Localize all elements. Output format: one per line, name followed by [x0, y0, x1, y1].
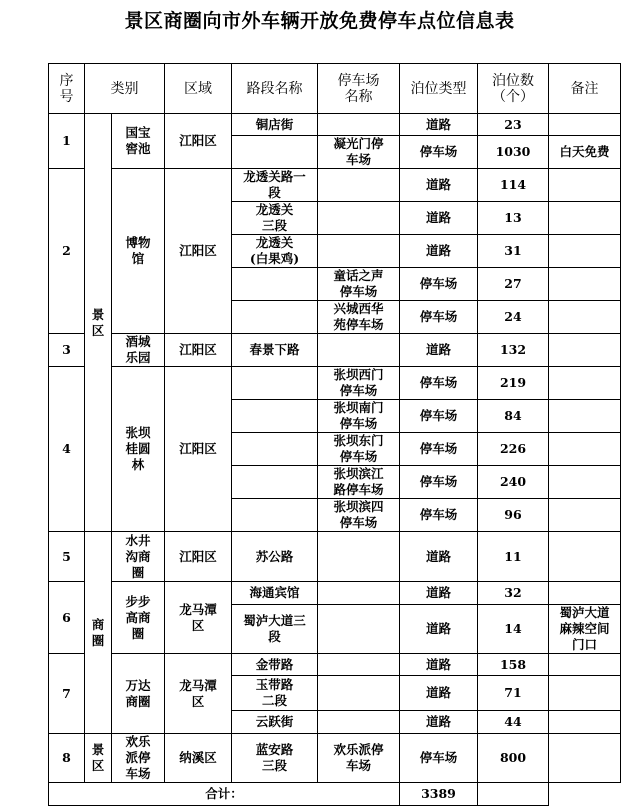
lot-cell: 兴城西华 苑停车场 [318, 301, 400, 334]
road-cell: 龙透关 三段 [232, 202, 318, 235]
count-cell: 114 [478, 169, 549, 202]
lot-cell: 凝光门停 车场 [318, 136, 400, 169]
lot-cell [318, 202, 400, 235]
road-cell: 金带路 [232, 654, 318, 676]
road-cell: 玉带路 二段 [232, 676, 318, 711]
road-cell [232, 433, 318, 466]
total-label: 合计： [49, 783, 400, 806]
road-cell [232, 466, 318, 499]
type-cell: 道路 [400, 532, 478, 582]
type-cell: 停车场 [400, 136, 478, 169]
header-category: 类别 [85, 64, 165, 114]
count-cell: 31 [478, 235, 549, 268]
district-cell: 江阳区 [165, 532, 232, 582]
lot-cell: 张坝西门 停车场 [318, 367, 400, 400]
lot-cell: 张坝南门 停车场 [318, 400, 400, 433]
count-cell: 84 [478, 400, 549, 433]
type-cell: 道路 [400, 582, 478, 605]
road-cell: 云跃街 [232, 711, 318, 734]
type-cell: 停车场 [400, 268, 478, 301]
count-cell: 1030 [478, 136, 549, 169]
page-title: 景区商圈向市外车辆开放免费停车点位信息表 [124, 10, 515, 32]
road-cell: 蜀泸大道三 段 [232, 605, 318, 654]
place-cell: 国宝 窖池 [112, 114, 165, 169]
district-cell: 龙马潭 区 [165, 654, 232, 734]
note-cell [549, 466, 621, 499]
count-cell: 11 [478, 532, 549, 582]
total-count: 3389 [400, 783, 478, 806]
lot-cell [318, 334, 400, 367]
table-row [49, 367, 621, 400]
road-cell [232, 499, 318, 532]
lot-cell: 童话之声 停车场 [318, 268, 400, 301]
type-cell: 停车场 [400, 301, 478, 334]
group-scenic: 景 区 [85, 734, 112, 783]
road-cell: 苏公路 [232, 532, 318, 582]
seq-cell: 6 [49, 582, 85, 654]
table-row [49, 654, 621, 676]
district-cell: 江阳区 [165, 169, 232, 334]
district-cell: 江阳区 [165, 114, 232, 169]
type-cell: 道路 [400, 676, 478, 711]
seq-cell: 4 [49, 367, 85, 532]
note-cell [549, 400, 621, 433]
header-lot: 停车场 名称 [318, 64, 400, 114]
header-district: 区域 [165, 64, 232, 114]
note-cell [549, 711, 621, 734]
road-cell [232, 400, 318, 433]
count-cell: 13 [478, 202, 549, 235]
place-cell: 博物 馆 [112, 169, 165, 334]
road-cell: 海通宾馆 [232, 582, 318, 605]
lot-cell [318, 532, 400, 582]
count-cell: 132 [478, 334, 549, 367]
seq-cell: 2 [49, 169, 85, 334]
note-cell [549, 582, 621, 605]
table-row [49, 114, 621, 136]
header-count: 泊位数 （个） [478, 64, 549, 114]
note-cell [549, 169, 621, 202]
header-road: 路段名称 [232, 64, 318, 114]
table-row [49, 734, 621, 783]
table-row [49, 582, 621, 605]
lot-cell [318, 605, 400, 654]
lot-cell [318, 169, 400, 202]
lot-cell: 张坝东门 停车场 [318, 433, 400, 466]
lot-cell [318, 676, 400, 711]
count-cell: 800 [478, 734, 549, 783]
seq-cell: 1 [49, 114, 85, 169]
seq-cell: 5 [49, 532, 85, 582]
note-cell: 白天免费 [549, 136, 621, 169]
road-cell [232, 367, 318, 400]
count-cell: 226 [478, 433, 549, 466]
header-note: 备注 [549, 64, 621, 114]
note-cell [549, 367, 621, 400]
type-cell: 停车场 [400, 734, 478, 783]
lot-cell [318, 654, 400, 676]
type-cell: 停车场 [400, 433, 478, 466]
note-cell [549, 654, 621, 676]
type-cell: 道路 [400, 114, 478, 136]
note-cell [549, 235, 621, 268]
lot-cell [318, 114, 400, 136]
lot-cell: 欢乐派停 车场 [318, 734, 400, 783]
place-cell: 张坝 桂圆 林 [112, 367, 165, 532]
road-cell: 蓝安路 三段 [232, 734, 318, 783]
count-cell: 32 [478, 582, 549, 605]
note-cell [549, 499, 621, 532]
road-cell [232, 268, 318, 301]
type-cell: 道路 [400, 654, 478, 676]
table-row [49, 532, 621, 582]
type-cell: 道路 [400, 169, 478, 202]
note-cell [549, 734, 621, 783]
count-cell: 71 [478, 676, 549, 711]
count-cell: 158 [478, 654, 549, 676]
district-cell: 龙马潭 区 [165, 582, 232, 654]
total-row [49, 783, 621, 806]
note-cell [549, 334, 621, 367]
count-cell: 14 [478, 605, 549, 654]
count-cell: 27 [478, 268, 549, 301]
type-cell: 道路 [400, 202, 478, 235]
count-cell: 23 [478, 114, 549, 136]
district-cell: 江阳区 [165, 334, 232, 367]
road-cell: 龙透关 (白果鸡) [232, 235, 318, 268]
count-cell: 219 [478, 367, 549, 400]
note-cell [549, 268, 621, 301]
type-cell: 道路 [400, 235, 478, 268]
note-cell [549, 114, 621, 136]
seq-cell: 8 [49, 734, 85, 783]
type-cell: 道路 [400, 605, 478, 654]
note-cell [549, 532, 621, 582]
type-cell: 道路 [400, 334, 478, 367]
note-cell [549, 301, 621, 334]
group-scenic: 景 区 [85, 114, 112, 532]
place-cell: 酒城 乐园 [112, 334, 165, 367]
note-cell [549, 202, 621, 235]
district-cell: 江阳区 [165, 367, 232, 532]
road-cell: 龙透关路一 段 [232, 169, 318, 202]
table-row [49, 169, 621, 202]
table-row [49, 334, 621, 367]
district-cell: 纳溪区 [165, 734, 232, 783]
road-cell [232, 136, 318, 169]
lot-cell [318, 711, 400, 734]
place-cell: 步步 高商 圈 [112, 582, 165, 654]
lot-cell [318, 582, 400, 605]
note-cell: 蜀泸大道 麻辣空间 门口 [549, 605, 621, 654]
count-cell: 240 [478, 466, 549, 499]
type-cell: 停车场 [400, 400, 478, 433]
lot-cell [318, 235, 400, 268]
place-cell: 万达 商圈 [112, 654, 165, 734]
count-cell: 96 [478, 499, 549, 532]
seq-cell: 7 [49, 654, 85, 734]
group-business: 商 圈 [85, 532, 112, 734]
road-cell [232, 301, 318, 334]
road-cell: 铜店街 [232, 114, 318, 136]
header-seq: 序 号 [49, 64, 85, 114]
header-row [49, 64, 621, 114]
total-note [478, 783, 549, 806]
place-cell: 欢乐 派停 车场 [112, 734, 165, 783]
table-body [49, 64, 621, 806]
note-cell [549, 676, 621, 711]
count-cell: 44 [478, 711, 549, 734]
note-cell [549, 433, 621, 466]
type-cell: 停车场 [400, 499, 478, 532]
place-cell: 水井 沟商 圈 [112, 532, 165, 582]
type-cell: 停车场 [400, 367, 478, 400]
parking-table [48, 63, 621, 806]
type-cell: 停车场 [400, 466, 478, 499]
lot-cell: 张坝滨江 路停车场 [318, 466, 400, 499]
lot-cell: 张坝滨四 停车场 [318, 499, 400, 532]
count-cell: 24 [478, 301, 549, 334]
seq-cell: 3 [49, 334, 85, 367]
type-cell: 道路 [400, 711, 478, 734]
header-type: 泊位类型 [400, 64, 478, 114]
road-cell: 春景下路 [232, 334, 318, 367]
